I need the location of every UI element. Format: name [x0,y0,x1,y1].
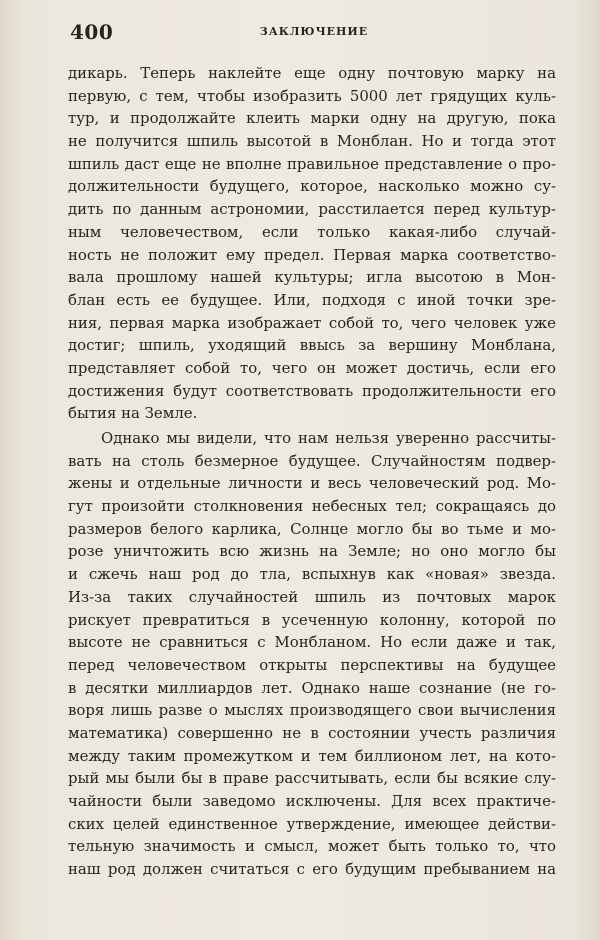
text-line: вала прошлому нашей культуры; игла высотою в Мон- [68,268,556,287]
running-head: ЗАКЛЮЧЕНИЕ [259,25,369,38]
text-line: тельную значимость и смысл, может быть только то, что [68,837,556,856]
text-line: первую, с тем, чтобы изобразить 5000 лет грядущих куль- [68,86,556,105]
text-line: розе уничтожить всю жизнь на Земле; но оно могло бы [68,542,556,561]
text-line: дикарь. Теперь наклейте еще одну почтовую марку на [68,64,556,82]
text-line: размеров белого карлика, Солнце могло бы во тьме и мо- [68,519,556,538]
text-line: Из-за таких случайностей шпиль из почтовых марок [68,587,556,606]
paragraph [68,427,556,881]
text-line: представляет собой то, чего он может достичь, если его [68,358,556,377]
text-line: шпиль даст еще не вполне правильное представление о про- [68,154,556,173]
text-line: не получится шпиль высотой в Монблан. Но и тогда этот [68,132,556,151]
text-line: ным человечеством, если только какая-либо случай- [68,222,556,241]
text-line: достижения будут соответствовать продолжительности его [68,381,556,400]
page-number: 400 [70,20,114,44]
text-line: тур, и продолжайте клеить марки одну на другую, пока [68,109,556,128]
text-line: воря лишь разве о мыслях производящего свои вычисления [68,701,556,720]
text-line: математика) совершенно не в состоянии учесть различия [68,723,556,742]
text-line: наш род должен считаться с его будущим пребыванием на [68,860,556,879]
text-line: перед человечеством открыты перспективы на будущее [68,655,556,674]
page-header [70,20,558,50]
text-line: и сжечь наш род до тла, вспыхнув как «новая» звезда. [68,565,556,584]
text-line: в десятки миллиардов лет. Однако наше сознание (не го- [68,678,556,697]
text-line: ность не положит ему предел. Первая марка соответство- [68,245,556,264]
text-line: рискует превратиться в усеченную колонну, которой по [68,610,556,629]
text-line: ских целей единственное утверждение, имеющее действи- [68,814,556,833]
text-line: достиг; шпиль, уходящий ввысь за вершину Монблана, [68,336,556,355]
text-line: чайности были заведомо исключены. Для всех практиче- [68,792,556,810]
text-line: дить по данным астрономии, расстилается перед культур- [68,200,556,219]
text-line: блан есть ее будущее. Или, подходя с иной точки зре- [68,290,556,309]
text-line: Однако мы видели, что нам нельзя уверенно рассчиты- [101,429,556,447]
text-line: должительности будущего, которое, насколько можно су- [68,177,556,196]
text-line: гут произойти столкновения небесных тел; сокращаясь до [68,497,556,516]
text-line: рый мы были бы в праве рассчитывать, если бы всякие слу- [68,769,556,788]
text-line: бытия на Земле. [68,404,198,423]
page-body [68,62,556,881]
text-line: вать на столь безмерное будущее. Случайностям подвер- [68,451,556,470]
text-line: высоте не сравниться с Монбланом. Но если даже и так, [68,633,556,652]
text-line: между таким промежутком и тем биллионом лет, на кото- [68,746,556,765]
text-line: ния, первая марка изображает собой то, чего человек уже [68,313,556,332]
text-line: жены и отдельные личности и весь человеческий род. Мо- [68,474,556,493]
paragraph [68,62,556,425]
